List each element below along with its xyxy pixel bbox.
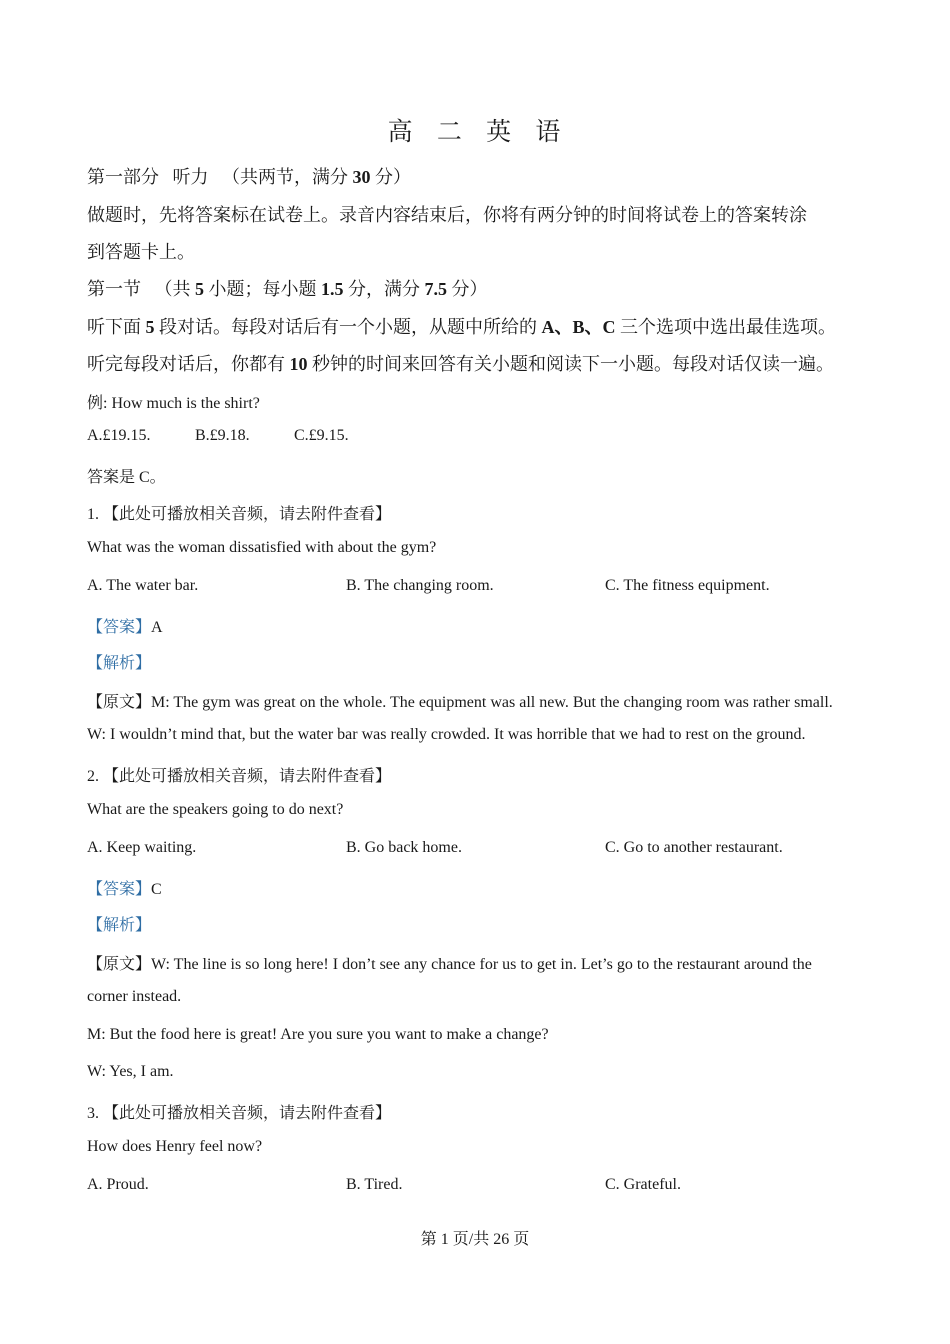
instructions-line-1: 做题时，先将答案标在试卷上。录音内容结束后，你将有两分钟的时间将试卷上的答案转涂 [87,205,807,225]
question-3-option-b: B. Tired. [346,1176,403,1193]
question-2-transcript-1: 【原文】W: The line is so long here! I don’t see any chance for us to get in. Let’s go to the restaurant around the [87,956,812,973]
part1-heading: 第一部分 听力 （共两节，满分 30 分） [87,167,411,187]
question-1-option-c: C. The fitness equipment. [605,577,770,594]
question-2-text: What are the speakers going to do next? [87,801,344,818]
question-1-transcript-2: W: I wouldn’t mind that, but the water bar was really crowded. It was horrible that we had to rest on the ground. [87,726,806,743]
audio-note: 【此处可播放相关音频，请去附件查看】 [103,768,392,785]
question-2-transcript-3: M: But the food here is great! Are you sure you want to make a change? [87,1026,549,1043]
question-2-option-c: C. Go to another restaurant. [605,839,783,856]
question-1-answer: 【答案】A [87,619,163,636]
question-2-heading: 2. 【此处可播放相关音频，请去附件查看】 [87,768,392,785]
question-2-transcript-2: corner instead. [87,988,182,1005]
example-answer: 答案是 C。 [87,469,166,486]
question-1-heading: 1. 【此处可播放相关音频，请去附件查看】 [87,506,392,523]
question-2-option-a: A. Keep waiting. [87,839,197,856]
question-2-option-b: B. Go back home. [346,839,462,856]
example-option-b: B.£9.18. [195,427,250,444]
question-2-answer: 【答案】C [87,881,162,898]
question-1-option-a: A. The water bar. [87,577,199,594]
question-2-transcript-4: W: Yes, I am. [87,1063,174,1080]
example-option-c: C.£9.15. [294,427,349,444]
directions-line-1: 听下面 5 段对话。每段对话后有一个小题，从题中所给的 A、B、C 三个选项中选出最佳选项。 [87,317,837,337]
page-footer: 第 1 页/共 26 页 [420,1231,530,1248]
audio-note: 【此处可播放相关音频，请去附件查看】 [103,506,392,523]
question-1-analysis-label: 【解析】 [87,655,152,672]
question-2-analysis-label: 【解析】 [87,917,152,934]
question-1-text: What was the woman dissatisfied with about the gym? [87,539,437,556]
question-3-text: How does Henry feel now? [87,1138,263,1155]
page-title: 高 二 英 语 [387,119,563,146]
question-3-option-a: A. Proud. [87,1176,149,1193]
question-3-option-c: C. Grateful. [605,1176,681,1193]
question-1-option-b: B. The changing room. [346,577,494,594]
example-option-a: A.£19.15. [87,427,151,444]
question-3-heading: 3. 【此处可播放相关音频，请去附件查看】 [87,1105,392,1122]
audio-note: 【此处可播放相关音频，请去附件查看】 [103,1105,392,1122]
question-1-transcript-1: 【原文】M: The gym was great on the whole. The equipment was all new. But the changing room was rather small. [87,694,833,711]
instructions-line-2: 到答题卡上。 [87,242,195,262]
example-question: 例: How much is the shirt? [87,395,260,412]
directions-line-2: 听完每段对话后，你都有 10 秒钟的时间来回答有关小题和阅读下一小题。每段对话仅读一遍。 [87,354,834,374]
section1-heading: 第一节 （共 5 小题；每小题 1.5 分，满分 7.5 分） [87,279,488,299]
